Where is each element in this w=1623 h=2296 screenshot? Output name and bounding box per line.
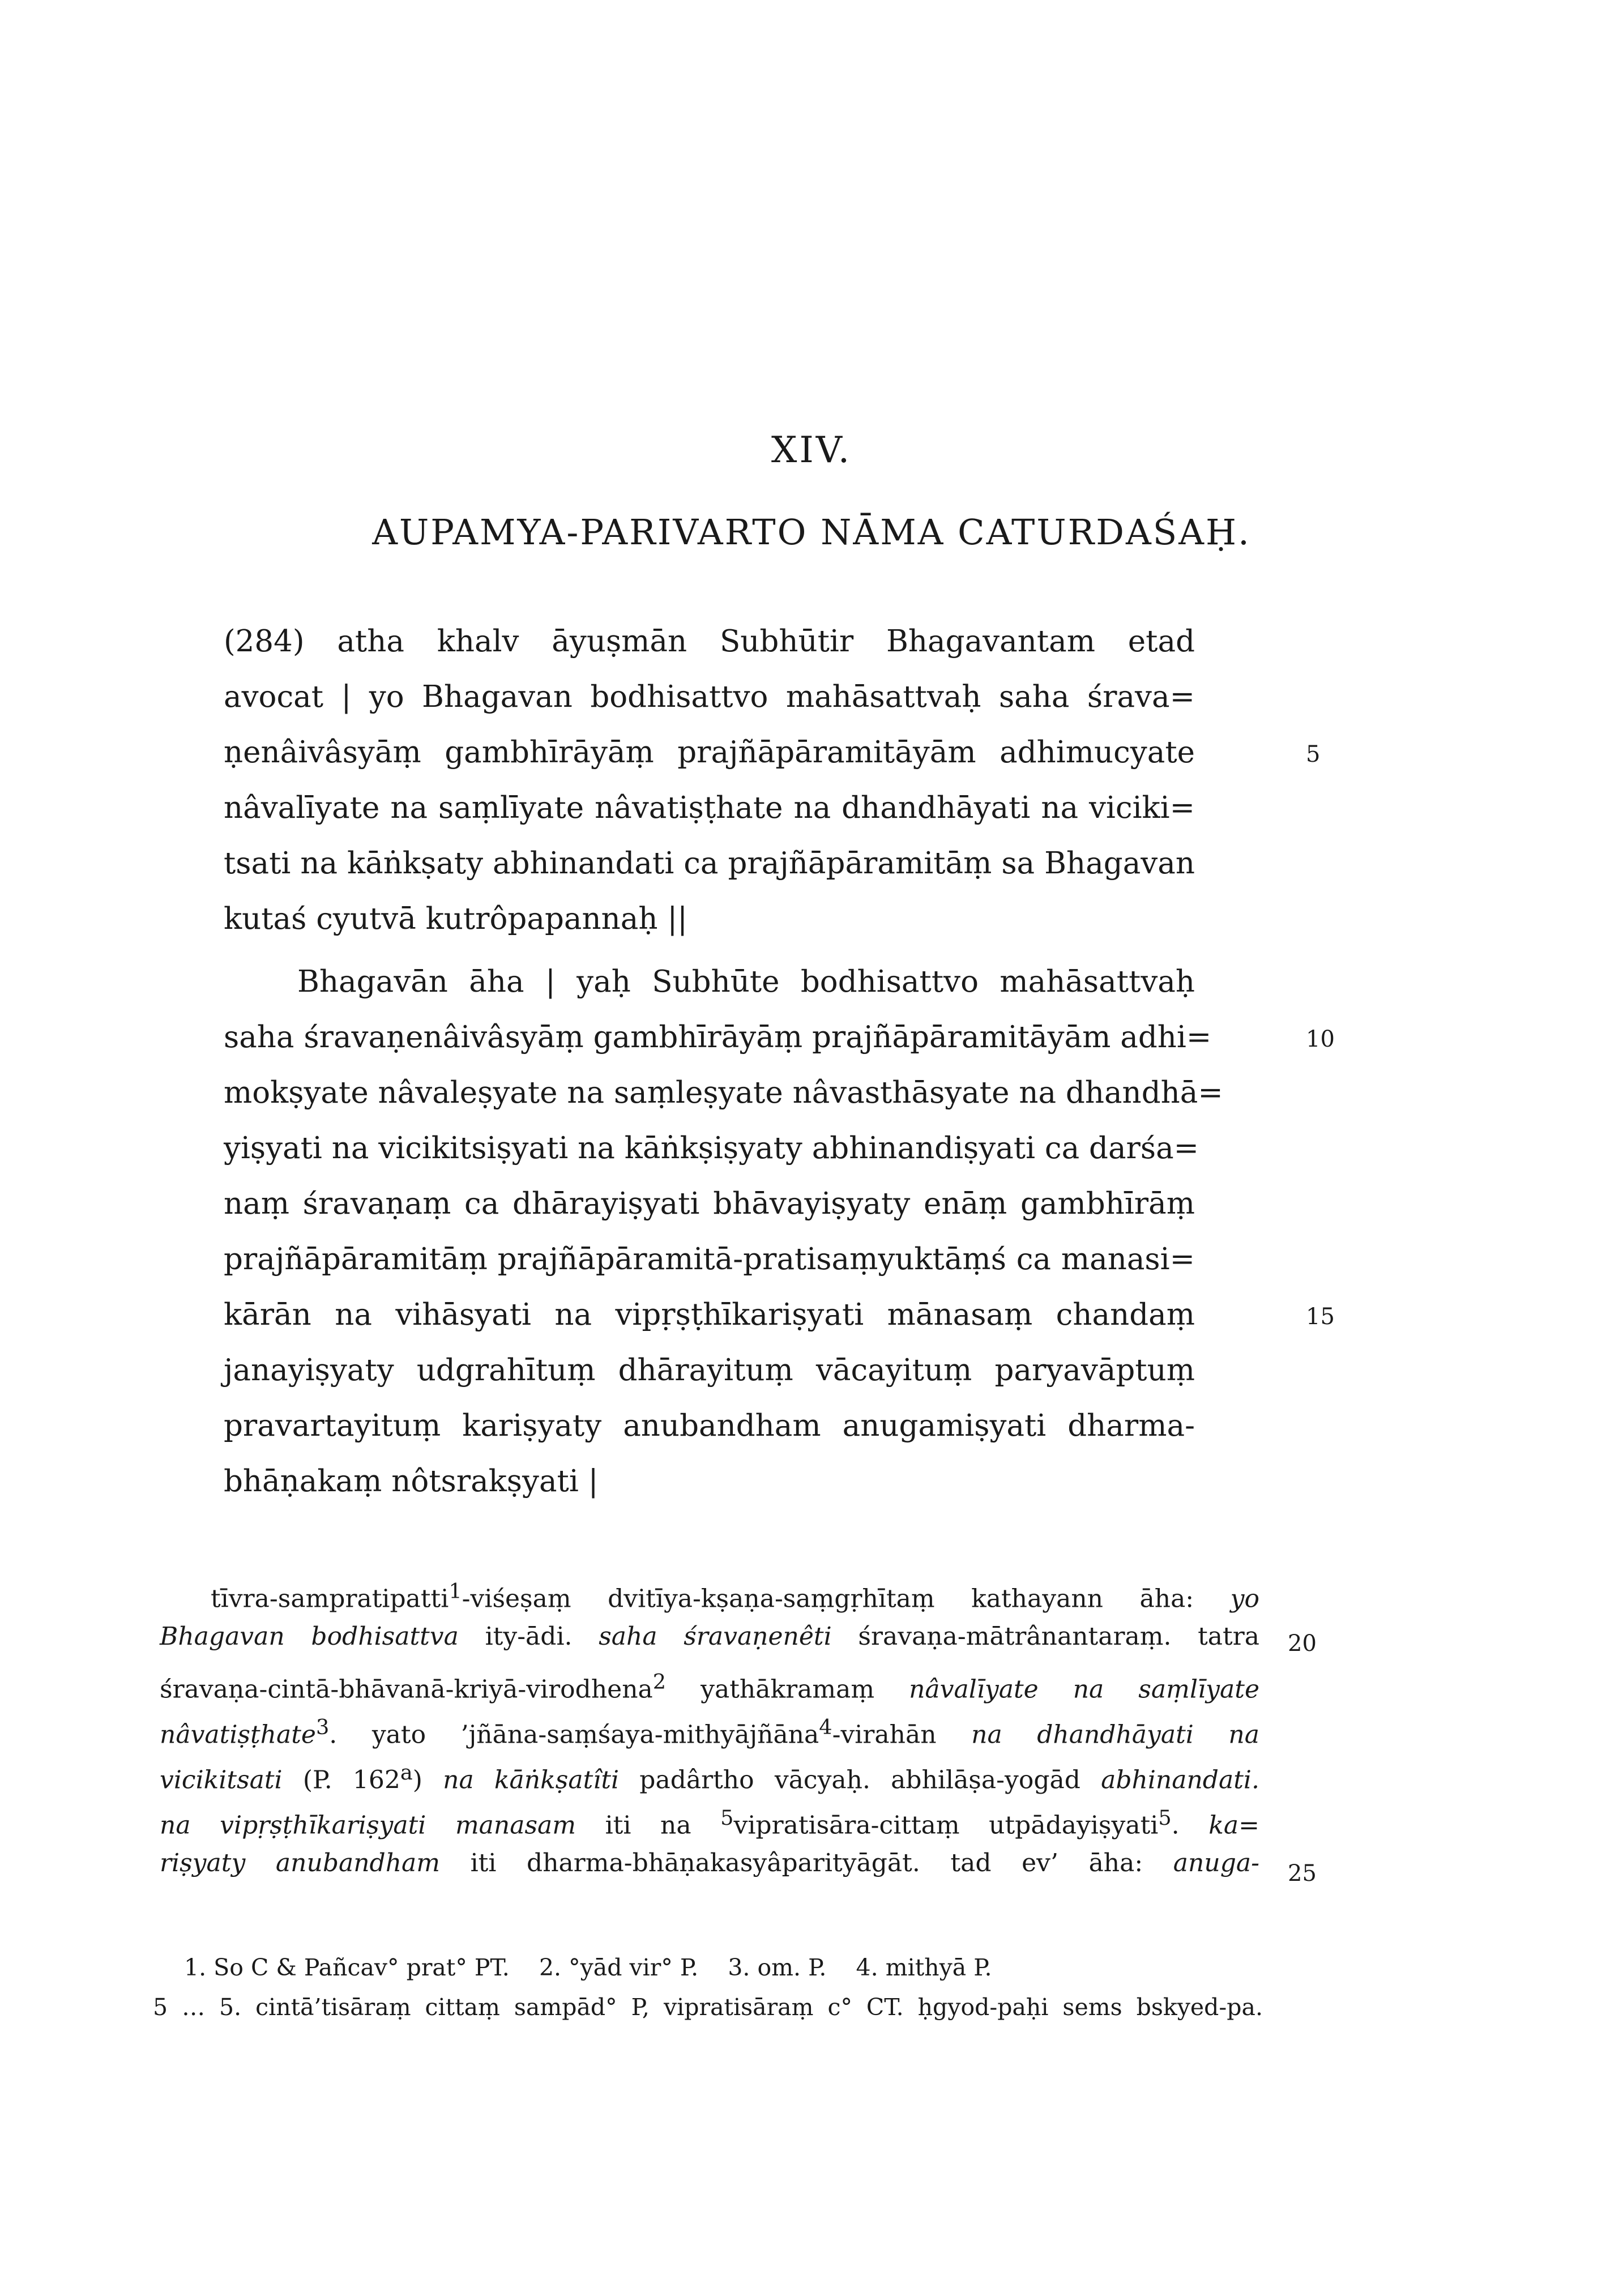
main-text-line: nâvalīyate na saṃlīyate nâvatiṣṭhate na dhandhāyati na viciki= bbox=[224, 791, 1195, 825]
main-text-line: bhāṇakaṃ nôtsrakṣyati | bbox=[224, 1464, 599, 1499]
main-text-line: kutaś cyutvā kutrôpapannaḥ || bbox=[224, 902, 688, 936]
commentary-line: tīvra-sampratipatti$^1$-viśeṣaṃ dvitīya-kṣaṇa-saṃgṛhītaṃ kathayann āha: yo bbox=[211, 1579, 1259, 1614]
main-text-line: avocat | yo Bhagavan bodhisattvo mahāsattvaḥ saha śrava= bbox=[224, 680, 1195, 714]
chapter-title: AUPAMYA-PARIVARTO NĀMA CATURDAŚAḤ. bbox=[372, 511, 1251, 553]
commentary-line: Bhagavan bodhisattva ity-ādi. saha śravaṇenêti śravaṇa-mātrânantaraṃ. tatra bbox=[160, 1622, 1259, 1651]
line-number: 25 bbox=[1288, 1860, 1317, 1887]
main-text-line: ṇenâivâsyāṃ gambhīrāyāṃ prajñāpāramitāyām adhimucyate bbox=[224, 735, 1195, 770]
line-number: 5 bbox=[1306, 741, 1321, 767]
main-text-line: mokṣyate nâvaleṣyate na saṃleṣyate nâvasthāsyate na dhandhā= bbox=[224, 1076, 1223, 1110]
main-text-line: kārān na vihāsyati na vipṛṣṭhīkariṣyati mānasaṃ chandaṃ bbox=[224, 1298, 1195, 1332]
footnote-line: 1. So C & Pañcav° prat° PT. 2. °yād vir° P. 3. om. P. 4. mithyā P. bbox=[184, 1954, 992, 1981]
commentary-line: vicikitsati (P. 162$^a$) na kāṅkṣatîti padârtho vācyaḥ. abhilāṣa-yogād abhinandati. bbox=[160, 1760, 1259, 1795]
footnote-line: 5 … 5. cintā’tisāraṃ cittaṃ sampād° P, vipratisāraṃ c° CT. ḥgyod-paḥi sems bskyed-pa. bbox=[153, 1994, 1263, 2021]
chapter-number: XIV. bbox=[771, 429, 852, 471]
commentary-line: śravaṇa-cintā-bhāvanā-kriyā-virodhena$^2$ yathākramaṃ nâvalīyate na saṃlīyate bbox=[160, 1670, 1259, 1704]
main-text-line: prajñāpāramitāṃ prajñāpāramitā-pratisaṃyuktāṃś ca manasi= bbox=[224, 1242, 1195, 1277]
commentary-line: nâvatiṣṭhate$^3$. yato ’jñāna-saṃśaya-mithyājñāna$^4$-virahān na dhandhāyati na bbox=[160, 1715, 1259, 1749]
main-text-line: pravartayituṃ kariṣyaty anubandham anugamiṣyati dharma- bbox=[224, 1409, 1195, 1443]
main-text-line: saha śravaṇenâivâsyāṃ gambhīrāyāṃ prajñāpāramitāyām adhi= bbox=[224, 1020, 1212, 1055]
line-number: 10 bbox=[1306, 1026, 1335, 1052]
main-text-line: janayiṣyaty udgrahītuṃ dhārayituṃ vācayituṃ paryavāptuṃ bbox=[224, 1353, 1195, 1388]
line-number: 20 bbox=[1288, 1631, 1317, 1657]
main-text-line: tsati na kāṅkṣaty abhinandati ca prajñāpāramitāṃ sa Bhagavan bbox=[224, 846, 1195, 881]
line-number: 15 bbox=[1306, 1304, 1335, 1330]
main-text-line: naṃ śravaṇaṃ ca dhārayiṣyati bhāvayiṣyaty enāṃ gambhīrāṃ bbox=[224, 1187, 1195, 1221]
main-text-line: yiṣyati na vicikitsiṣyati na kāṅkṣiṣyaty abhinandiṣyati ca darśa= bbox=[224, 1131, 1199, 1166]
main-text-line: (284) atha khalv āyuṣmān Subhūtir Bhagavantam etad bbox=[224, 624, 1195, 659]
main-text-line: Bhagavān āha | yaḥ Subhūte bodhisattvo mahāsattvaḥ bbox=[297, 965, 1195, 999]
commentary-line: riṣyaty anubandham iti dharma-bhāṇakasyâparityāgāt. tad ev’ āha: anuga- bbox=[160, 1849, 1259, 1877]
commentary-line: na vipṛṣṭhīkariṣyati manasam iti na $^5$vipratisāra-cittaṃ utpādayiṣyati$^5$. ka= bbox=[160, 1806, 1259, 1840]
